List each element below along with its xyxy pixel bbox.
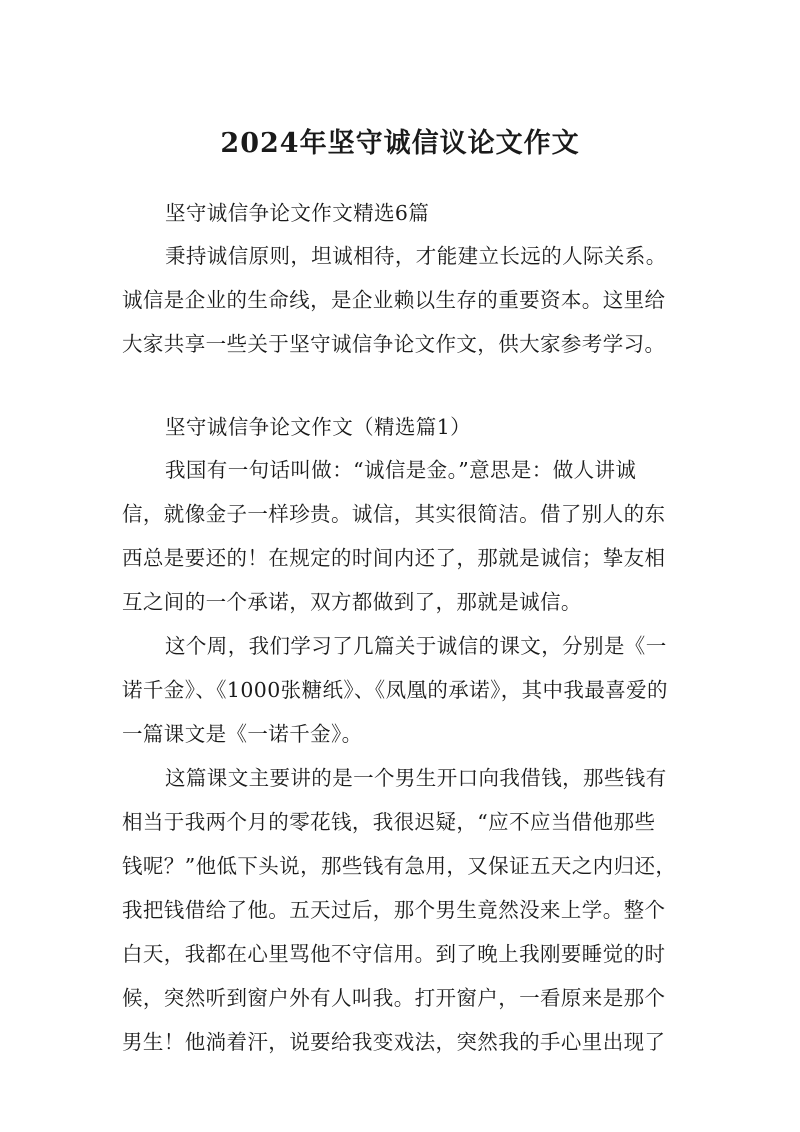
section-heading: 坚守诚信争论文作文（精选篇1）	[165, 415, 472, 439]
paragraph-1-line: 西总是要还的！在规定的时间内还了，那就是诚信；挚友相	[122, 546, 666, 570]
paragraph-3-line: 男生！他淌着汗，说要给我变戏法，突然我的手心里出现了	[122, 1030, 666, 1054]
document-title: 2024年坚守诚信议论文作文	[220, 128, 580, 159]
intro-paragraph-line: 诚信是企业的生命线，是企业赖以生存的重要资本。这里给	[122, 288, 666, 312]
paragraph-3-line: 这篇课文主要讲的是一个男生开口向我借钱，那些钱有	[165, 766, 667, 790]
paragraph-3-line: 我把钱借给了他。五天过后，那个男生竟然没来上学。整个	[122, 898, 666, 922]
paragraph-1-line: 信，就像金子一样珍贵。诚信，其实很简洁。借了别人的东	[122, 502, 666, 526]
paragraph-3-line: 白天，我都在心里骂他不守信用。到了晚上我刚要睡觉的时	[122, 942, 666, 966]
paragraph-1-line: 我国有一句话叫做：“诚信是金。”意思是：做人讲诚	[165, 458, 637, 482]
intro-heading: 坚守诚信争论文作文精选6篇	[165, 201, 430, 225]
intro-paragraph-line: 秉持诚信原则，坦诚相待，才能建立长远的人际关系。	[165, 244, 667, 268]
intro-paragraph-line: 大家共享一些关于坚守诚信争论文作文，供大家参考学习。	[122, 332, 666, 356]
paragraph-2-line: 诺千金》、《1000张糖纸》、《凤凰的承诺》，其中我最喜爱的	[122, 678, 668, 702]
paragraph-1-line: 互之间的一个承诺，双方都做到了，那就是诚信。	[122, 590, 582, 614]
paragraph-2-line: 一篇课文是《一诺千金》。	[122, 722, 363, 746]
paragraph-2-line: 这个周，我们学习了几篇关于诚信的课文，分别是《一	[165, 634, 667, 658]
paragraph-3-line: 钱呢？”他低下头说，那些钱有急用，又保证五天之内归还，	[122, 854, 677, 878]
paragraph-3-line: 相当于我两个月的零花钱，我很迟疑，“应不应当借他那些	[122, 810, 656, 834]
paragraph-3-line: 候，突然听到窗户外有人叫我。打开窗户，一看原来是那个	[122, 986, 666, 1010]
